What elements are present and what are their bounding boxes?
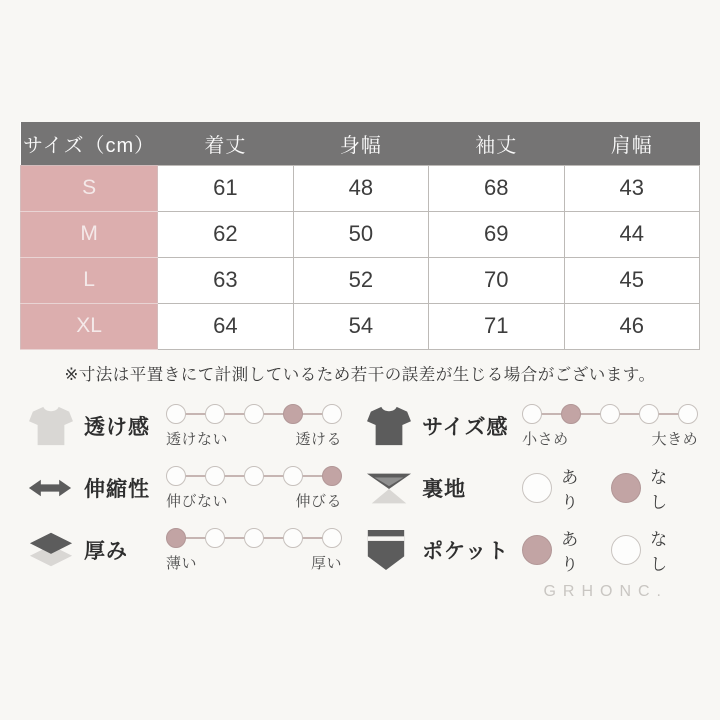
option-yes xyxy=(522,463,591,513)
table-row xyxy=(21,257,700,303)
value-cell: 64 xyxy=(158,303,293,349)
col-header-size: サイズ（cm） xyxy=(21,122,158,165)
scale-dots xyxy=(166,403,342,425)
option-label: なし xyxy=(650,529,669,574)
feature-label: 透け感 xyxy=(84,415,150,439)
value-cell: 68 xyxy=(429,165,564,211)
value-cell: 62 xyxy=(158,211,293,257)
scale-dot-filled xyxy=(283,404,303,424)
option-label: なし xyxy=(650,467,669,512)
feature-label: 裏地 xyxy=(422,477,467,501)
scale-min-label: 伸びない xyxy=(166,492,229,510)
table-row xyxy=(21,303,700,349)
scale-labels xyxy=(166,490,342,511)
option-label: あり xyxy=(561,529,580,574)
scale-dot xyxy=(205,404,225,424)
scale-labels xyxy=(522,428,698,449)
scale-dot xyxy=(639,404,659,424)
feature-label: ポケット xyxy=(422,539,510,563)
features-right-column xyxy=(366,395,700,581)
scale-dot xyxy=(600,404,620,424)
value-cell: 43 xyxy=(564,165,699,211)
fit-scale xyxy=(522,403,698,449)
scale-min-label: 透けない xyxy=(166,430,229,448)
brand-logo: GRHONC. xyxy=(543,582,668,600)
lining-icon xyxy=(366,468,422,508)
col-header-width: 身幅 xyxy=(293,122,428,165)
scale-dot xyxy=(522,404,542,424)
value-cell: 69 xyxy=(429,211,564,257)
value-cell: 54 xyxy=(293,303,428,349)
option-circle xyxy=(522,535,552,565)
option-circle xyxy=(611,535,641,565)
feature-stretch xyxy=(28,457,352,519)
value-cell: 70 xyxy=(429,257,564,303)
table-header-row xyxy=(21,122,700,165)
size-cell: XL xyxy=(21,303,158,349)
value-cell: 44 xyxy=(564,211,699,257)
size-cell: S xyxy=(21,165,158,211)
scale-dot xyxy=(283,466,303,486)
lining-options xyxy=(522,463,700,513)
stretch-scale xyxy=(166,465,342,511)
scale-dot xyxy=(322,404,342,424)
scale-max-label: 伸びる xyxy=(295,492,342,510)
scale-max-label: 透ける xyxy=(295,430,342,448)
scale-dot-filled xyxy=(166,528,186,548)
pocket-options xyxy=(522,525,700,575)
value-cell: 61 xyxy=(158,165,293,211)
value-cell: 48 xyxy=(293,165,428,211)
option-no xyxy=(611,525,680,575)
scale-min-label: 薄い xyxy=(166,554,198,572)
value-cell: 46 xyxy=(564,303,699,349)
measurement-note: ※寸法は平置きにて計測しているため若干の誤差が生じる場合がございます。 xyxy=(64,365,656,384)
scale-dot xyxy=(205,528,225,548)
scale-dot xyxy=(166,404,186,424)
option-no xyxy=(611,463,680,513)
scale-dot xyxy=(678,404,698,424)
feature-lining xyxy=(366,457,700,519)
scale-dot xyxy=(166,466,186,486)
pocket-icon xyxy=(366,528,422,572)
option-circle xyxy=(522,473,552,503)
scale-dots xyxy=(522,403,698,425)
scale-dot xyxy=(283,528,303,548)
scale-max-label: 厚い xyxy=(310,554,342,572)
feature-ratings xyxy=(20,395,700,581)
features-left-column xyxy=(28,395,352,581)
scale-dot xyxy=(322,528,342,548)
scale-dot xyxy=(244,528,264,548)
feature-pocket xyxy=(366,519,700,581)
value-cell: 52 xyxy=(293,257,428,303)
sheerness-scale xyxy=(166,403,342,449)
option-label: あり xyxy=(561,467,580,512)
col-header-sleeve: 袖丈 xyxy=(429,122,564,165)
feature-sheerness xyxy=(28,395,352,457)
scale-labels xyxy=(166,552,342,573)
value-cell: 45 xyxy=(564,257,699,303)
value-cell: 71 xyxy=(429,303,564,349)
scale-dot-filled xyxy=(322,466,342,486)
col-header-length: 着丈 xyxy=(158,122,293,165)
value-cell: 50 xyxy=(293,211,428,257)
size-table xyxy=(20,122,700,350)
col-header-shoulder: 肩幅 xyxy=(564,122,699,165)
scale-dot-filled xyxy=(561,404,581,424)
feature-label: サイズ感 xyxy=(422,415,509,439)
feature-label: 厚み xyxy=(84,539,128,563)
scale-dot xyxy=(205,466,225,486)
scale-min-label: 小さめ xyxy=(522,430,569,448)
thickness-scale xyxy=(166,527,342,573)
scale-dot xyxy=(244,404,264,424)
tshirt-dark-icon xyxy=(366,405,422,447)
size-cell: M xyxy=(21,211,158,257)
scale-dots xyxy=(166,465,342,487)
feature-thickness xyxy=(28,519,352,581)
table-row xyxy=(21,211,700,257)
layers-icon xyxy=(28,530,84,570)
stretch-arrow-icon xyxy=(28,476,84,500)
scale-labels xyxy=(166,428,342,449)
size-cell: L xyxy=(21,257,158,303)
feature-label: 伸縮性 xyxy=(84,477,150,501)
tshirt-light-icon xyxy=(28,405,84,447)
table-row xyxy=(21,165,700,211)
scale-dot xyxy=(244,466,264,486)
option-yes xyxy=(522,525,591,575)
value-cell: 63 xyxy=(158,257,293,303)
option-circle xyxy=(611,473,641,503)
scale-max-label: 大きめ xyxy=(651,430,699,448)
feature-fit xyxy=(366,395,700,457)
scale-dots xyxy=(166,527,342,549)
